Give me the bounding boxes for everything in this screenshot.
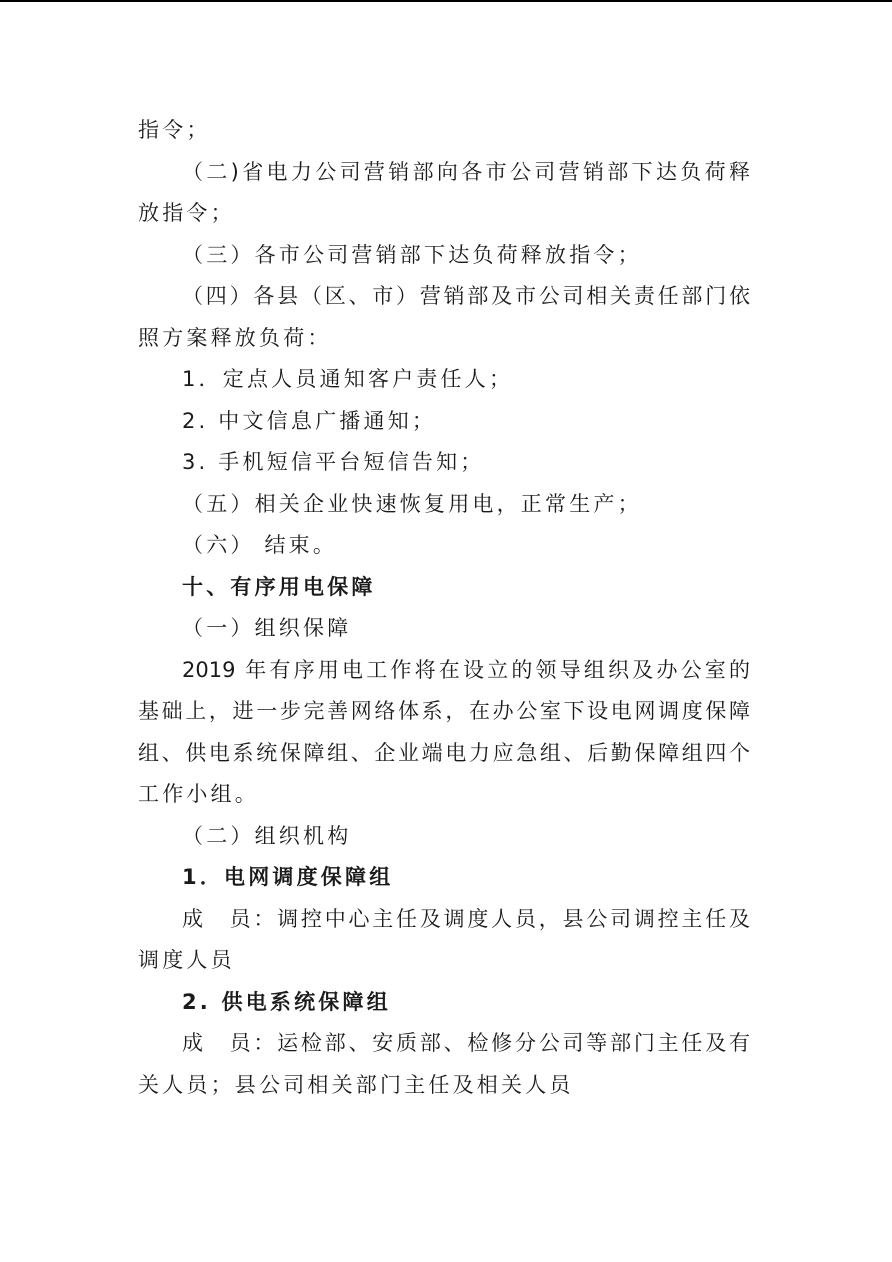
list-item: 1．定点人员通知客户责任人； — [182, 367, 514, 391]
text-line: 组、供电系统保障组、企业端电力应急组、后勤保障组四个 — [138, 740, 750, 765]
text-line: 基础上，进一步完善网络体系，在办公室下设电网调度保障 — [138, 699, 750, 723]
section-heading: 十、有序用电保障 — [182, 574, 376, 599]
document-body — [138, 110, 750, 1106]
text-line: （五）相关企业快速恢复用电，正常生产； — [182, 491, 642, 516]
text-line: 成 员：运检部、安质部、检修分公司等部门主任及有 — [182, 1031, 750, 1055]
text-line: （三）各市公司营销部下达负荷释放指令； — [182, 242, 642, 267]
top-border-rule — [0, 0, 892, 2]
text-line: 照方案释放负荷： — [138, 325, 332, 350]
list-item: 3. 手机短信平台短信告知； — [182, 450, 485, 474]
text-line: （四）各县（区、市）营销部及市公司相关责任部门依 — [182, 284, 750, 308]
subsection-heading: （一）组织保障 — [182, 616, 352, 640]
text-line: （二)省电力公司营销部向各市公司营销部下达负荷释 — [182, 159, 750, 184]
text-line: 工作小组。 — [138, 782, 259, 806]
group-heading: 1．电网调度保障组 — [182, 865, 394, 889]
text-line: 关人员；县公司相关部门主任及相关人员 — [138, 1072, 574, 1097]
text-line: 指令； — [138, 118, 211, 142]
text-line: 放指令； — [138, 201, 235, 225]
text-line: （六） 结束。 — [182, 533, 338, 557]
text-line: 2019 年有序用电工作将在设立的领导组织及办公室的 — [182, 657, 750, 682]
group-heading: 2. 供电系统保障组 — [182, 989, 391, 1014]
list-item: 2. 中文信息广播通知； — [182, 408, 437, 433]
text-line: 调度人员 — [138, 948, 235, 972]
subsection-heading: （二）组织机构 — [182, 823, 352, 848]
text-line: 成 员：调控中心主任及调度人员，县公司调控主任及 — [182, 906, 750, 931]
